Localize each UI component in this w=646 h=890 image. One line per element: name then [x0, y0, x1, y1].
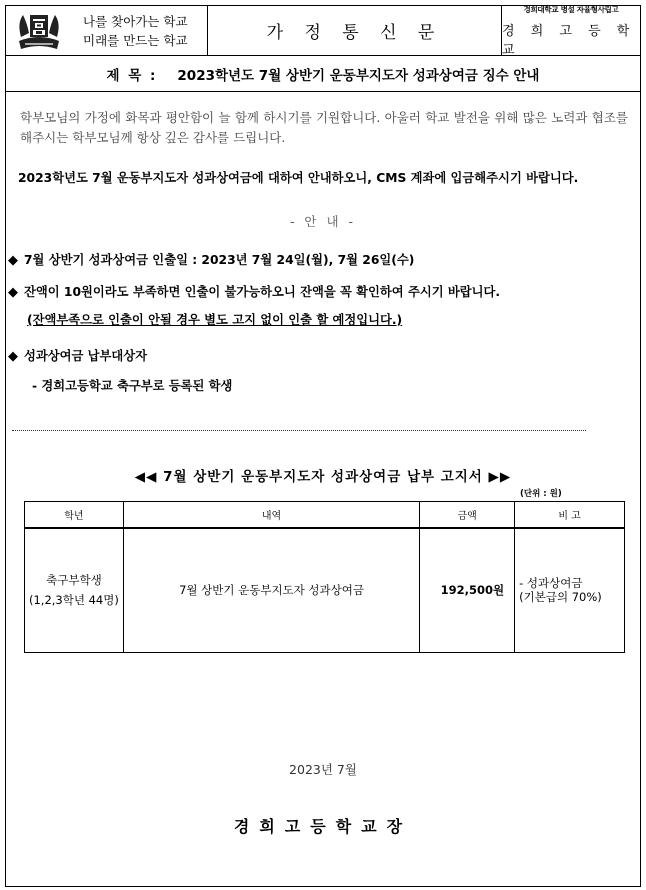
table-row	[25, 528, 625, 653]
list-item-text: 잔액이 10원이라도 부족하면 인출이 불가능하오니 잔액을 꼭 확인하여 주시기 바랍니다.	[24, 285, 501, 299]
header-remark: 비 고	[515, 502, 625, 528]
greeting-paragraph: 학부모님의 가정에 화목과 평안함이 늘 함께 하시기를 기원합니다. 아울러 학교 발전을 위해 많은 노력과 협조를 해주시는 학부모님께 항상 깊은 감사를 드립니다.	[20, 110, 628, 145]
school-slogan	[71, 6, 208, 55]
cell-detail: 7월 상반기 운동부지도자 성과상여금	[123, 528, 419, 653]
grade-line2: (1,2,3학년 44명)	[28, 593, 119, 608]
doc-type-title: 가 정 통 신 문	[208, 6, 502, 55]
principal-signature: 경희고등학교장	[233, 817, 413, 836]
school-subtitle: 경희대학교 병설 자율형사립고	[523, 4, 619, 14]
list-item	[8, 250, 414, 268]
header-grade: 학년	[25, 502, 124, 528]
header-amount: 금액	[420, 502, 515, 528]
remark-line2: (기본급의 70%)	[519, 590, 602, 605]
letter-header	[5, 5, 641, 56]
dotted-divider	[12, 430, 586, 431]
subject-label: 제 목 :	[106, 67, 158, 84]
diamond-bullet-icon: ◆	[8, 349, 18, 364]
slogan-line1: 나를 찾아가는 학교	[83, 13, 188, 29]
bill-title: ◀◀ 7월 상반기 운동부지도자 성과상여금 납부 고지서 ▶▶	[134, 469, 512, 485]
list-item	[8, 346, 147, 364]
school-name: 경 희 고 등 학 교	[502, 23, 636, 58]
cell-grade	[25, 528, 124, 653]
slogan-line2: 미래를 만드는 학교	[83, 32, 188, 48]
list-item	[8, 282, 500, 300]
list-item-text: 7월 상반기 성과상여금 인출일 : 2023년 7월 24일(월), 7월 26일(수)	[24, 253, 415, 267]
target-text: - 경희고등학교 축구부로 등록된 학생	[32, 379, 233, 393]
table-header-row	[25, 502, 625, 528]
diamond-bullet-icon: ◆	[8, 285, 18, 300]
issue-date: 2023년 7월	[289, 762, 357, 777]
remark-line1: - 성과상여금	[519, 576, 583, 591]
list-item-text: 성과상여금 납부대상자	[24, 349, 148, 363]
notice-paragraph: 2023학년도 7월 운동부지도자 성과상여금에 대하여 안내하오니, CMS 계좌에 입금해주시기 바랍니다.	[18, 171, 579, 185]
annai-heading: - 안 내 -	[289, 214, 357, 229]
school-emblem-icon	[6, 6, 71, 55]
grade-line1: 축구부학생	[46, 573, 102, 588]
header-detail: 내역	[123, 502, 419, 528]
subject-text: 2023학년도 7월 상반기 운동부지도자 성과상여금 징수 안내	[177, 67, 540, 84]
bill-table	[24, 501, 625, 653]
cell-amount: 192,500원	[420, 528, 515, 653]
school-info	[502, 4, 640, 58]
unit-label: (단위 : 원)	[520, 489, 562, 499]
diamond-bullet-icon: ◆	[8, 253, 18, 268]
warning-text: (잔액부족으로 인출이 안될 경우 별도 고지 없이 인출 할 예정입니다.)	[27, 313, 403, 327]
subject-bar	[5, 55, 641, 92]
cell-remark	[515, 528, 625, 653]
